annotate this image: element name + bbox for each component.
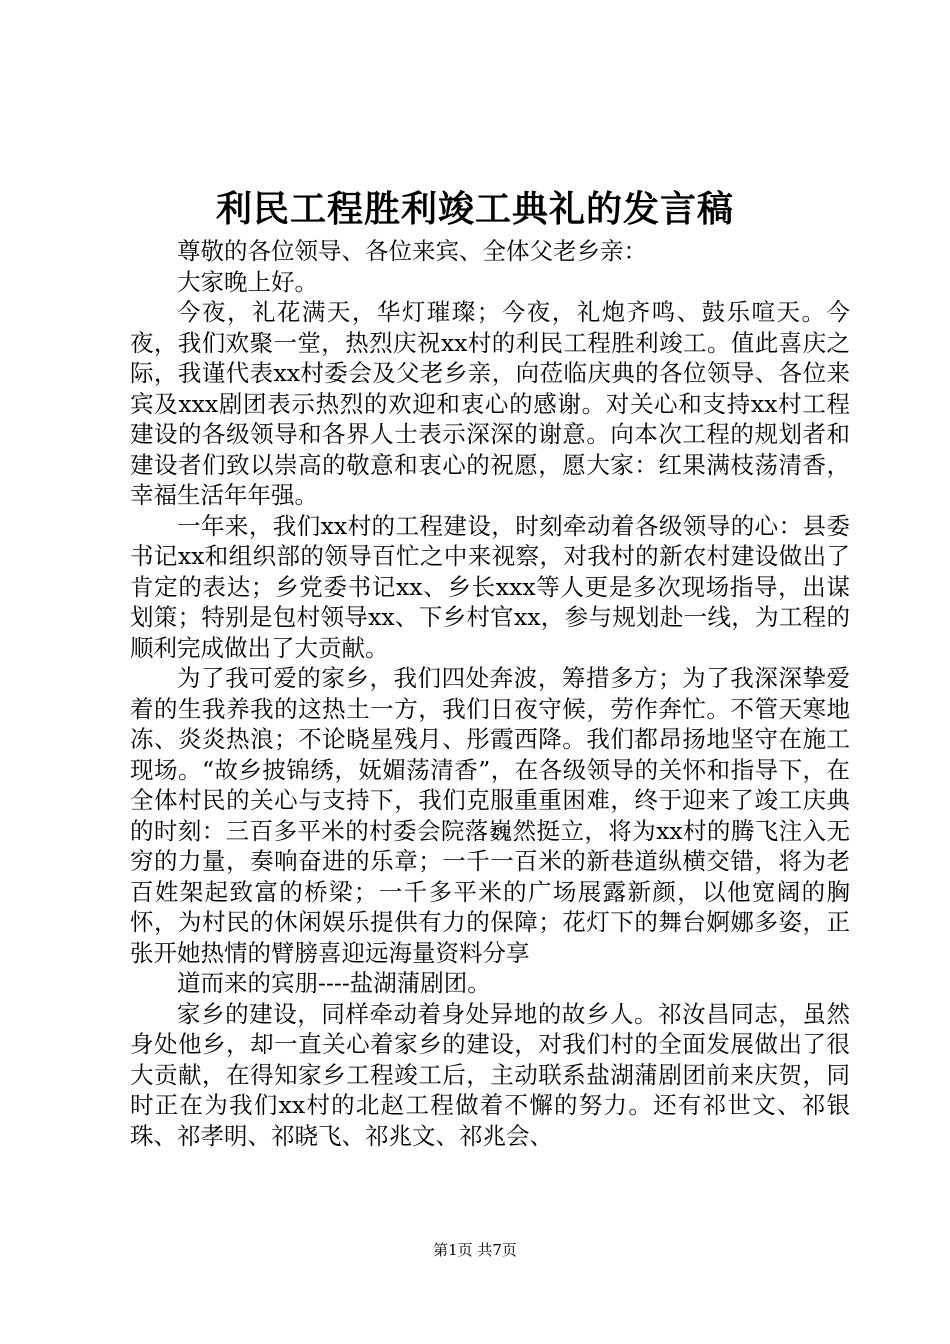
paragraph-salutation: 尊敬的各位领导、各位来宾、全体父老乡亲： — [177, 237, 647, 265]
document-title: 利民工程胜利竣工典礼的发言稿 — [215, 188, 734, 230]
paragraph-guests: 道而来的宾朋----盐湖蒲剧团。 — [177, 969, 491, 997]
paragraph-hometown: 为了我可爱的家乡，我们四处奔波，筹措多方；为了我深深挚爱着的生我养我的这热土一方，我们日夜守候，劳作奔忙。不管天寒地冻、炎炎热浪；不论晓星残月、彤霞西降。我们都昂扬地坚守在施工现场。“故乡披锦绣，妩媚荡清香”，在各级领导的关怀和指导下，在全体村民的关心与支持下，我们克服重重困难，终于迎来了竣工庆典的时刻：三百多平米的村委会院落巍然挺立，将为xx村的腾飞注入无穷的力量，奏响奋进的乐章；一千一百米的新巷道纵横交错，将为老百姓架起致富的桥梁；一千多平米的广场展露新颜，以他宽阔的胸怀，为村民的休闲娱乐提供有力的保障；花灯下的舞台婀娜多姿，正张开她热情的臂膀喜迎远海量资料分享 — [130, 664, 850, 967]
page-footer: 第1页 共7页 — [433, 1241, 517, 1259]
document-body — [130, 236, 850, 1151]
paragraph-greeting: 大家晚上好。 — [177, 267, 318, 296]
paragraph-celebration: 今夜，礼花满天，华灯璀璨；今夜，礼炮齐鸣、鼓乐喧天。今夜，我们欢聚一堂，热烈庆祝xx村的利民工程胜利竣工。值此喜庆之际，我谨代表xx村委会及父老乡亲，向莅临庆典的各位领导、各位来宾及xxx剧团表示热烈的欢迎和衷心的感谢。对关心和支持xx村工程建设的各级领导和各界人士表示深深的谢意。向本次工程的规划者和建设者们致以崇高的敬意和衷心的祝愿，愿大家：红果满枝荡清香，幸福生活年年强。 — [130, 298, 850, 509]
paragraph-hometown-people: 家乡的建设，同样牵动着身处异地的故乡人。祁汝昌同志，虽然身处他乡，却一直关心着家乡的建设，对我们村的全面发展做出了很大贡献，在得知家乡工程竣工后，主动联系盐湖蒲剧团前来庆贺，同时正在为我们xx村的北赵工程做着不懈的努力。还有祁世文、祁银珠、祁孝明、祁晓飞、祁兆文、祁兆会、 — [130, 999, 850, 1150]
paragraph-past-year: 一年来，我们xx村的工程建设，时刻牵动着各级领导的心：县委书记xx和组织部的领导百忙之中来视察，对我村的新农村建设做出了肯定的表达；乡党委书记xx、乡长xxx等人更是多次现场指导，出谋划策；特别是包村领导xx、下乡村官xx，参与规划赴一线，为工程的顺利完成做出了大贡献。 — [130, 511, 850, 662]
